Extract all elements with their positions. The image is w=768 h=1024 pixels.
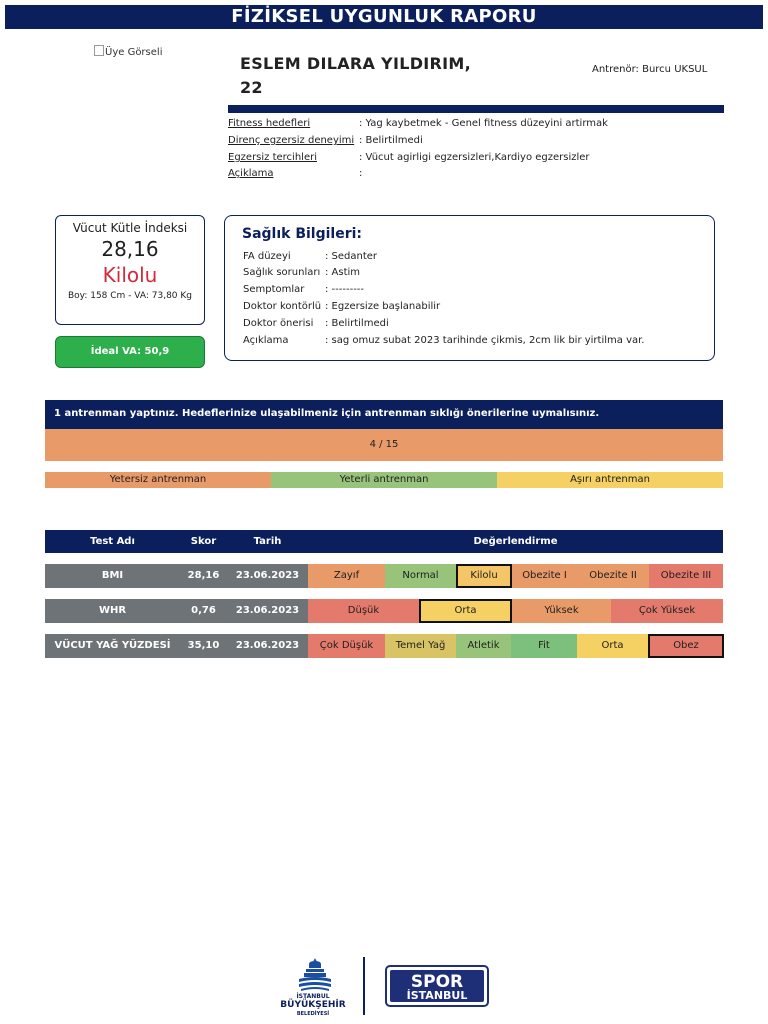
ibb-logo-icon [295, 956, 335, 992]
category-cell-selected: Kilolu [456, 564, 512, 588]
health-label: Açıklama [243, 335, 289, 346]
profile-value: : Yag kaybetmek - Genel fitness düzeyini artirmak [359, 118, 608, 129]
member-photo-alt: Üye Görseli [105, 47, 163, 58]
profile-label: Egzersiz tercihleri [228, 152, 317, 163]
test-date: 23.06.2023 [235, 640, 300, 651]
category-cell: Yüksek [512, 599, 611, 623]
legend-insufficient: Yetersiz antrenman [45, 472, 271, 488]
health-label: Doktor kontörlü [243, 301, 322, 312]
profile-label: Açiklama [228, 168, 274, 179]
category-cell: Obezite II [577, 564, 649, 588]
test-name: WHR [98, 605, 127, 616]
column-score: Skor [190, 536, 217, 547]
bmi-category: Kilolu [102, 263, 158, 287]
column-date: Tarih [253, 536, 282, 547]
legend-excessive: Aşırı antrenman [497, 472, 723, 488]
ideal-weight-badge: İdeal VA: 50,9 [55, 336, 205, 368]
spor-istanbul-logo [385, 965, 489, 1007]
category-cell: Temel Yağ [385, 634, 456, 658]
spor-logo-line2: İSTANBUL [406, 989, 468, 1002]
category-cell: Fit [511, 634, 577, 658]
health-label: Doktor önerisi [243, 318, 314, 329]
test-name: VÜCUT YAĞ YÜZDESİ [54, 640, 171, 651]
test-date: 23.06.2023 [235, 570, 300, 581]
member-name-line1: ESLEM DILARA YILDIRIM, [240, 54, 471, 73]
health-value: : --------- [325, 284, 365, 295]
test-name: BMI [101, 570, 124, 581]
legend-sufficient: Yeterli antrenman [271, 472, 497, 488]
column-evaluation: Değerlendirme [473, 536, 558, 547]
health-info-card [224, 215, 715, 361]
health-title: Sağlık Bilgileri: [242, 226, 363, 242]
profile-value: : Vücut agirligi egzersizleri,Kardiyo egzersizler [359, 152, 590, 163]
health-value: : Sedanter [325, 251, 378, 262]
health-value: : Egzersize başlanabilir [325, 301, 441, 312]
bmi-value: 28,16 [101, 237, 159, 261]
test-score: 0,76 [191, 605, 216, 616]
test-row-whr [45, 599, 308, 623]
training-message: 1 antrenman yaptınız. Hedeflerinize ulaşabilmeniz için antrenman sıklığı önerilerine uymalısınız. [45, 400, 723, 429]
profile-value: : [359, 168, 363, 179]
category-cell: Zayıf [308, 564, 385, 588]
category-cell: Obezite III [649, 564, 723, 588]
test-score: 35,10 [187, 640, 220, 651]
category-cell-selected: Obez [648, 634, 724, 658]
health-value: : sag omuz subat 2023 tarihinde çikmis, 2cm lik bir yirtilma var. [325, 335, 645, 346]
category-cell: Çok Düşük [308, 634, 385, 658]
ibb-text-line2: BÜYÜKŞEHİR [280, 1000, 346, 1010]
category-cell: Çok Yüksek [611, 599, 723, 623]
spor-logo-line1: SPOR [410, 972, 464, 992]
profile-label: Fitness hedefleri [228, 118, 311, 129]
category-cell: Orta [577, 634, 648, 658]
bmi-card [55, 215, 205, 325]
ibb-logo-text [278, 992, 348, 1019]
member-photo [94, 45, 162, 58]
training-count: 4 / 15 [45, 429, 723, 461]
health-value: : Astim [325, 267, 361, 278]
test-date: 23.06.2023 [235, 605, 300, 616]
bmi-height-weight: Boy: 158 Cm - VA: 73,80 Kg [67, 291, 193, 301]
bmi-title: Vücut Kütle İndeksi [72, 221, 188, 235]
health-label: Semptomlar [243, 284, 305, 295]
profile-value: : Belirtilmedi [359, 135, 423, 146]
ibb-text-line3: BELEDİYESİ [296, 1011, 330, 1017]
column-test-name: Test Adı [90, 536, 135, 547]
test-score: 28,16 [187, 570, 220, 581]
health-value: : Belirtilmedi [325, 318, 389, 329]
test-row-bmi [45, 564, 308, 588]
category-cell: Düşük [308, 599, 419, 623]
test-table-header [45, 530, 723, 553]
report-title: FİZİKSEL UYGUNLUK RAPORU [5, 5, 763, 29]
section-divider [228, 105, 724, 113]
member-name [240, 52, 500, 100]
category-cell: Obezite I [512, 564, 577, 588]
member-age: 22 [240, 78, 263, 97]
category-cell: Atletik [456, 634, 511, 658]
profile-label: Direnç egzersiz deneyimi [228, 135, 355, 146]
coach-name: Antrenör: Burcu UKSUL [592, 64, 708, 75]
category-cell-selected: Orta [419, 599, 512, 623]
category-cell: Normal [385, 564, 456, 588]
test-row-body-fat [45, 634, 308, 658]
broken-image-icon [94, 45, 104, 56]
footer-divider [363, 957, 365, 1015]
health-label: Sağlık sorunları [243, 267, 321, 278]
health-label: FA düzeyi [243, 251, 291, 262]
ibb-text-line1: İSTANBUL [296, 993, 330, 1000]
